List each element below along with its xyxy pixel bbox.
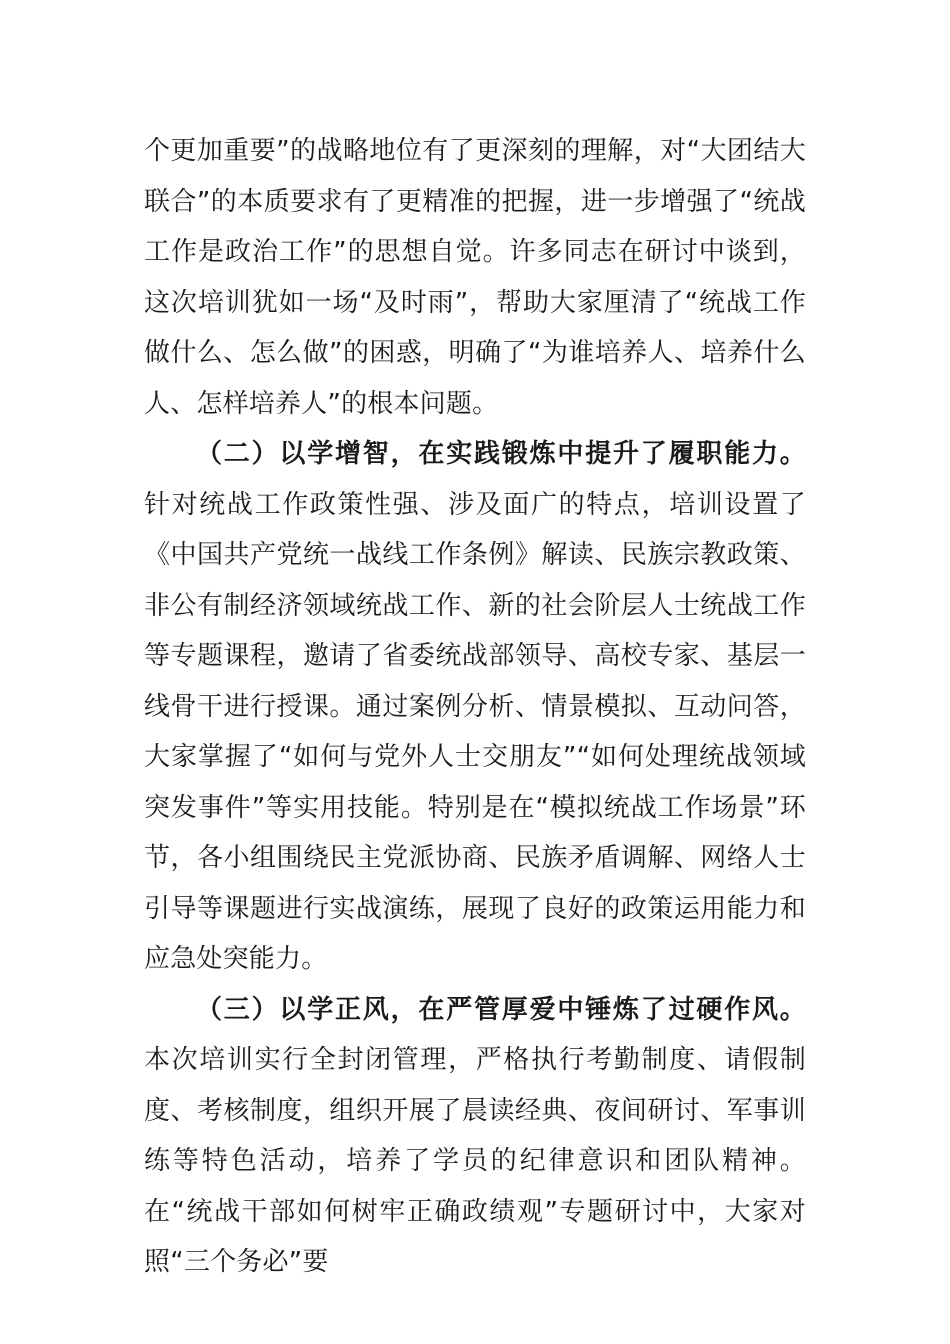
paragraph-2-text: 针对统战工作政策性强、涉及面广的特点，培训设置了《中国共产党统一战线工作条例》解读、民族宗教政策、非公有制经济领域统战工作、新的社会阶层人士统战工作等专题课程，邀请了省委统战部领导、高校专家、基层一线骨干进行授课。通过案例分析、情景模拟、互动问答，大家掌握了“如何与党外人士交朋友”“如何处理统战领域突发事件”等实用技能。特别是在“模拟统战工作场景”环节，各小组围绕民主党派协商、民族矛盾调解、网络人士引导等课题进行实战演练，展现了良好的政策运用能力和应急处突能力。 <box>144 489 806 974</box>
paragraph-2 <box>144 429 806 985</box>
paragraph-1-text: 个更加重要”的战略地位有了更深刻的理解，对“大团结大联合”的本质要求有了更精准的把握，进一步增强了“统战工作是政治工作”的思想自觉。许多同志在研讨中谈到，这次培训犹如一场“及时雨”，帮助大家厘清了“统战工作做什么、怎么做”的困惑，明确了“为谁培养人、培养什么人、怎样培养人”的根本问题。 <box>144 136 806 419</box>
document-body <box>144 126 806 1288</box>
paragraph-3-text: 本次培训实行全封闭管理，严格执行考勤制度、请假制度、考核制度，组织开展了晨读经典、夜间研讨、军事训练等特色活动，培养了学员的纪律意识和团队精神。在“统战干部如何树牢正确政绩观”专题研讨中，大家对照“三个务必”要 <box>144 1045 806 1277</box>
section-heading-3: （三）以学正风，在严管厚爱中锤炼了过硬作风。 <box>196 994 806 1025</box>
paragraph-1 <box>144 126 806 429</box>
paragraph-3 <box>144 985 806 1288</box>
section-heading-2: （二）以学增智，在实践锻炼中提升了履职能力。 <box>196 439 806 469</box>
